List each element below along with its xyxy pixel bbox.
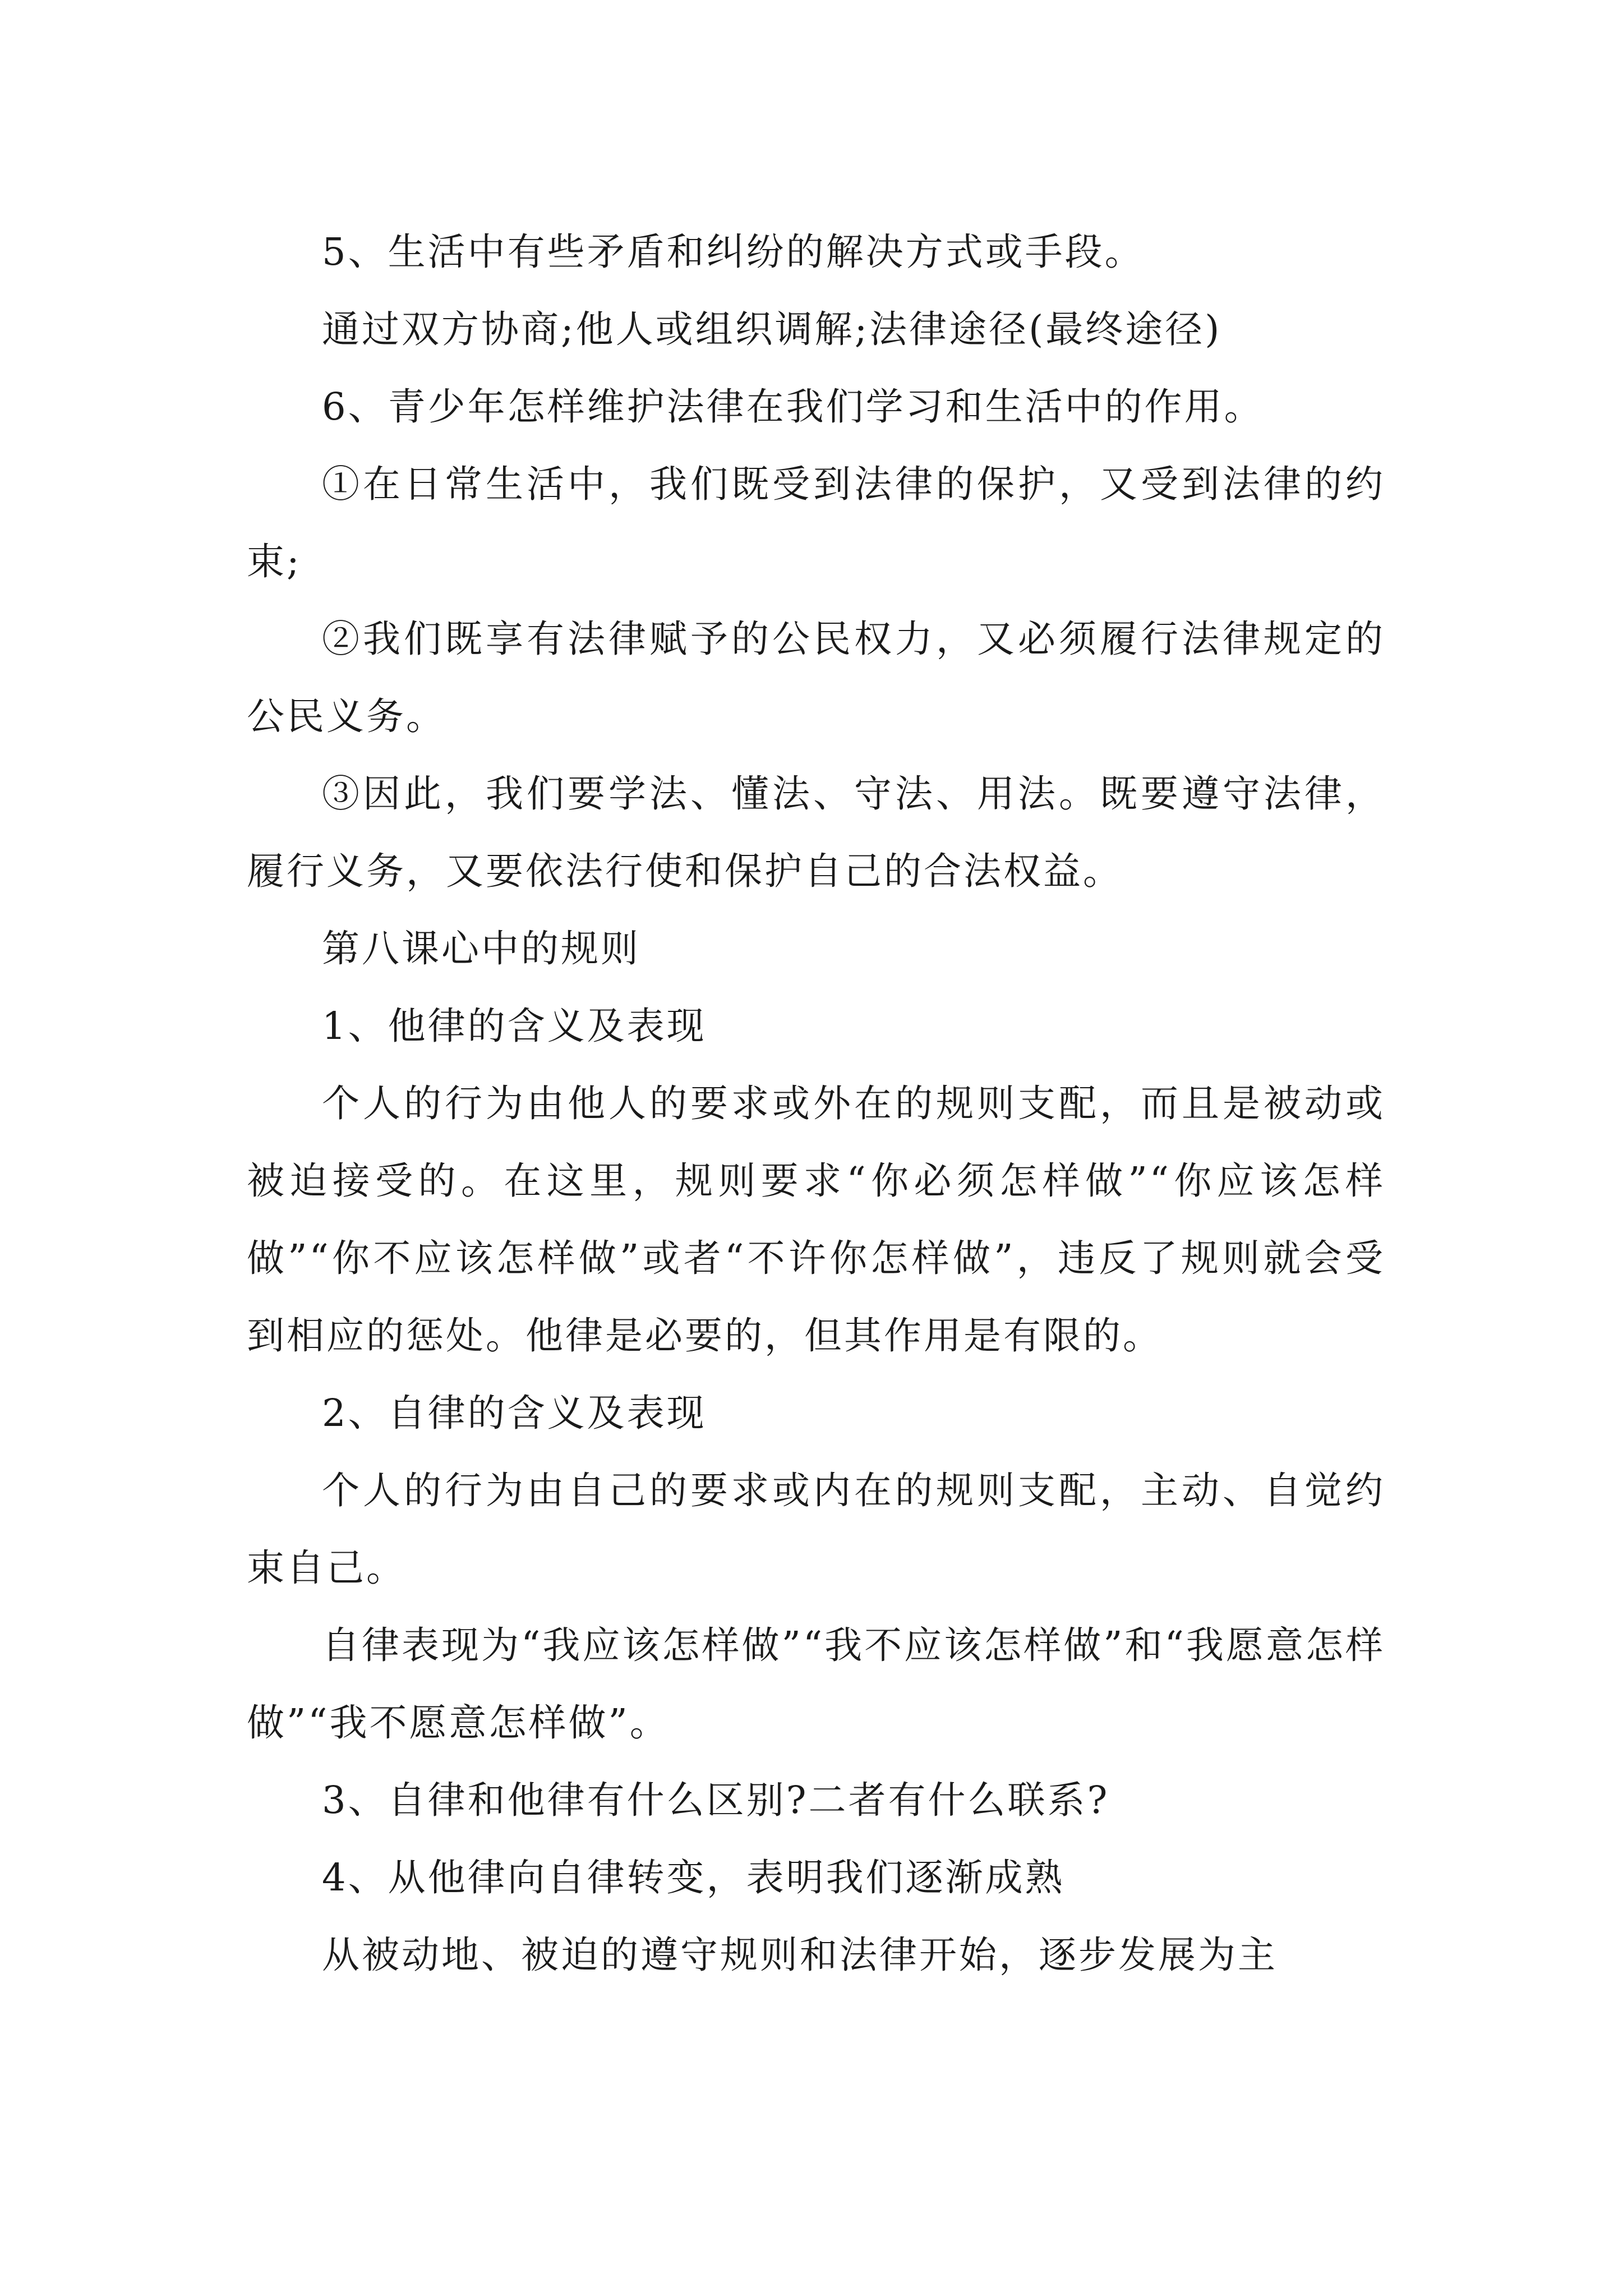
paragraph: 个人的行为由他人的要求或外在的规则支配，而且是被动或被迫接受的。在这里，规则要求“你必须怎样做”“你应该怎样做”“你不应该怎样做”或者“不许你怎样做”，违反了规则就会受到相应的惩处。他律是必要的，但其作用是有限的。 [247, 1082, 1385, 1358]
paragraph: 2、自律的含义及表现 [322, 1391, 707, 1435]
paragraph: 5、生活中有些矛盾和纠纷的解决方式或手段。 [322, 230, 1145, 274]
paragraph: ②我们既享有法律赋予的公民权力，又必须履行法律规定的公民义务。 [247, 617, 1385, 738]
paragraph: 6、青少年怎样维护法律在我们学习和生活中的作用。 [322, 385, 1264, 429]
paragraph: 个人的行为由自己的要求或内在的规则支配，主动、自觉约束自己。 [247, 1469, 1385, 1590]
paragraph: ①在日常生活中，我们既受到法律的保护，又受到法律的约束; [247, 462, 1385, 583]
paragraph: 从被动地、被迫的遵守规则和法律开始，逐步发展为主 [322, 1933, 1278, 1977]
document-body [247, 213, 1385, 1994]
paragraph: 3、自律和他律有什么区别?二者有什么联系? [322, 1778, 1110, 1822]
paragraph: ③因此，我们要学法、懂法、守法、用法。既要遵守法律，履行义务，又要依法行使和保护自己的合法权益。 [247, 772, 1385, 893]
paragraph: 4、从他律向自律转变，表明我们逐渐成熟 [322, 1856, 1065, 1899]
section-heading: 第八课心中的规则 [322, 927, 640, 970]
paragraph: 自律表现为“我应该怎样做”“我不应该怎样做”和“我愿意怎样做”“我不愿意怎样做”。 [247, 1623, 1385, 1745]
paragraph: 1、他律的含义及表现 [322, 1004, 707, 1048]
paragraph: 通过双方协商;他人或组织调解;法律途径(最终途径) [322, 307, 1222, 351]
